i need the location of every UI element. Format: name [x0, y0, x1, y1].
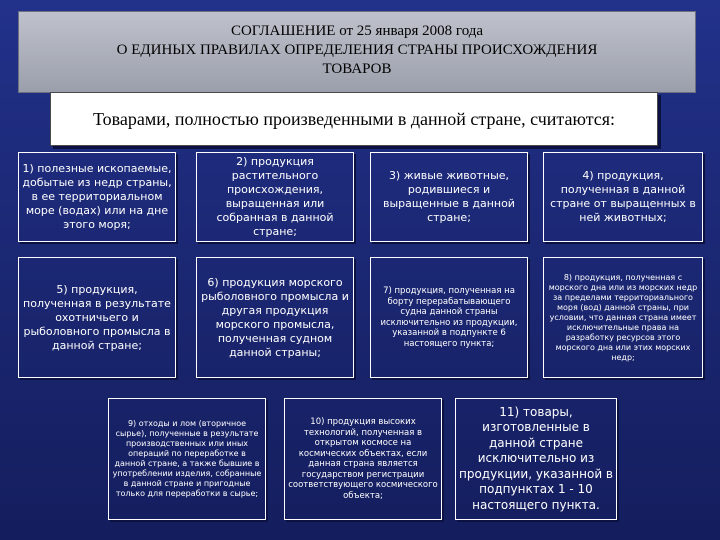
- item-text-3: 3) живые животные, родившиеся и выращенные в данной стране;: [383, 169, 515, 224]
- item-text-9: 9) отходы и лом (вторичное сырье), полученные в результате производственных или иных операций по переработке в данной стране, а также бывшие в употреблении изделия, собранные в данной стране и пригодные только для переработки в сырье;: [112, 419, 262, 498]
- item-text-4: 4) продукция, полученная в данной стране от выращенных в ней животных;: [550, 169, 696, 224]
- item-card-1: [18, 152, 176, 242]
- subtitle-box: [50, 92, 658, 146]
- title-line-1: СОГЛАШЕНИЕ от 25 января 2008 года: [230, 23, 484, 39]
- item-text-6: 6) продукция морского рыболовного промысла и другая продукция морского промысла, полученная судном данной страны;: [201, 275, 349, 359]
- item-card-11: [455, 398, 617, 520]
- item-card-3: [370, 152, 528, 242]
- item-card-4: [543, 152, 703, 242]
- item-card-5: [18, 257, 176, 378]
- item-text-1: 1) полезные ископаемые, добытые из недр страны, в ее территориальном море (водах) или на дне этого моря;: [22, 162, 172, 231]
- item-text-10: 10) продукция высоких технологий, полученная в открытом космосе на космических объектах, если данная страна является государством регистрации соответствующего космического объекта;: [288, 417, 438, 501]
- item-text-8: 8) продукция, полученная с морского дна или из морских недр за пределами территориального моря (вод) данной страны, при условии, что данная страна имеет исключительные права на разработку ресурсов этого морского дна или этих морских недр;: [548, 272, 698, 362]
- item-card-10: [284, 398, 442, 520]
- item-card-9: [108, 398, 266, 520]
- title-banner: [18, 11, 696, 93]
- item-text-5: 5) продукция, полученная в результате охотничьего и рыболовного промысла в данной стране;: [23, 282, 171, 352]
- title-line-3: ТОВАРОВ: [322, 61, 392, 77]
- item-text-7: 7) продукция, полученная на борту перерабатывающего судна данной страны исключительно из продукции, указанной в подпункте 6 настоящего пункта;: [380, 286, 518, 349]
- item-text-11: 11) товары, изготовленные в данной стране исключительно из продукции, указанной в подпунктах 1 - 10 настоящего пункта.: [459, 404, 614, 512]
- subtitle-text: Товарами, полностью произведенными в данной стране, считаются:: [92, 108, 616, 129]
- item-text-2: 2) продукция растительного происхождения, выращенная или собранная в данной стране;: [216, 155, 334, 238]
- item-card-8: [543, 257, 703, 378]
- item-card-6: [196, 257, 354, 378]
- title-line-2: О ЕДИНЫХ ПРАВИЛАХ ОПРЕДЕЛЕНИЯ СТРАНЫ ПРОИСХОЖДЕНИЯ: [116, 42, 598, 58]
- item-card-2: [196, 152, 354, 242]
- item-card-7: [370, 257, 528, 378]
